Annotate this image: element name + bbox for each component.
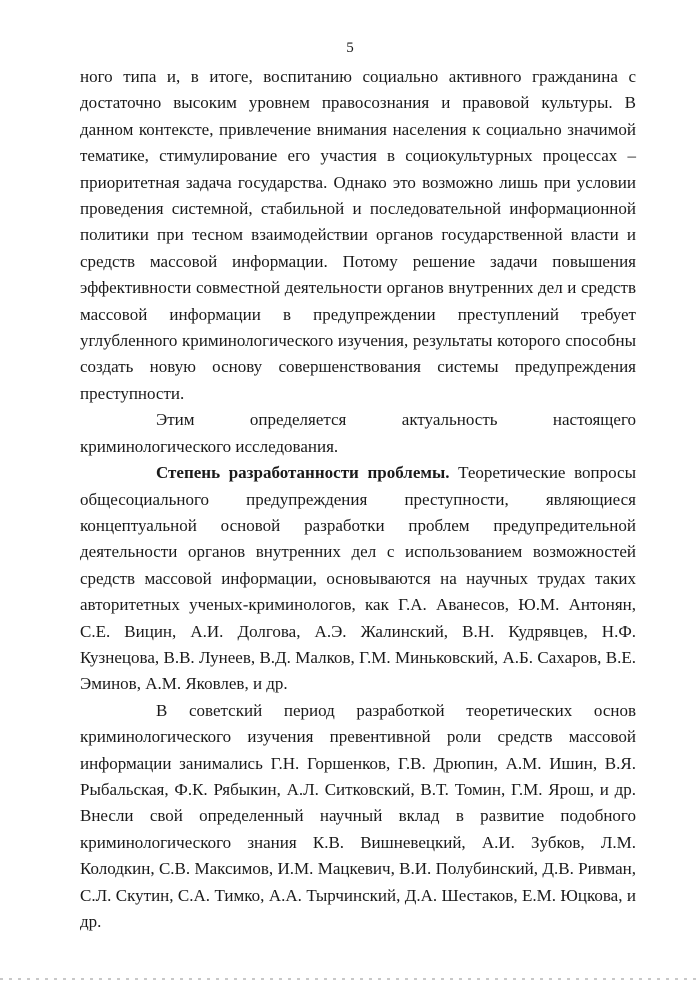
paragraph-development-degree-text: Теоретические вопросы общесоциального предупреждения преступности, являющиеся концептуальной основой разработки проблем предупредительной деятельности органов внутренних дел с использованием возможностей средств массовой информации, основываются на научных трудах таких авторитетных ученых-криминологов, как Г.А. Аванесов, Ю.М. Антонян, С.Е. Вицин, А.И. Долгова, А.Э. Жалинский, В.Н. Кудрявцев, Н.Ф. Кузнецова, В.В. Лунеев, В.Д. Малков, Г.М. Миньковский, А.Б. Сахаров, В.Е. Эминов, А.М. Яковлев, и др. bbox=[80, 463, 636, 694]
section-heading-inline: Степень разработанности проблемы. bbox=[156, 463, 450, 483]
paragraph-relevance: Этим определяется актуальность настоящего криминологического исследования. bbox=[80, 410, 636, 456]
document-body bbox=[80, 64, 636, 935]
page-number: 5 bbox=[346, 40, 354, 56]
paragraph-soviet-period: В советский период разработкой теоретических основ криминологического изучения превентивной роли средств массовой информации занимались Г.Н. Горшенков, Г.В. Дрюпин, А.М. Ишин, В.Я. Рыбальская, Ф.К. Рябыкин, А.Л. Ситковский, В.Т. Томин, Г.М. Ярош, и др. Внесли свой определенный научный вклад в развитие подобного криминологического знания К.В. Вишневецкий, А.И. Зубков, Л.М. Колодкин, С.В. Максимов, И.М. Мацкевич, В.И. Полубинский, Д.В. Ривман, С.Л. Скутин, С.А. Тимко, А.А. Тырчинский, Д.А. Шестаков, Е.М. Юцкова, и др. bbox=[80, 700, 636, 931]
scan-edge-artifact bbox=[0, 978, 700, 980]
paragraph-continuation: ного типа и, в итоге, воспитанию социально активного гражданина с достаточно высоким уровнем правосознания и правовой культуры. В данном контексте, привлечение внимания населения к социально значимой тематике, стимулирование его участия в социокультурных процессах – приоритетная задача государства. Однако это возможно лишь при условии проведения системной, стабильной и последовательной информационной политики при тесном взаимодействии органов государственной власти и средств массовой информации. Потому решение задачи повышения эффективности совместной деятельности органов внутренних дел и средств массовой информации в предупреждении преступлений требует углубленного криминологического изучения, результаты которого способны создать новую основу совершенствования системы предупреждения преступности. bbox=[80, 67, 636, 403]
paragraph-development-degree bbox=[80, 460, 636, 698]
